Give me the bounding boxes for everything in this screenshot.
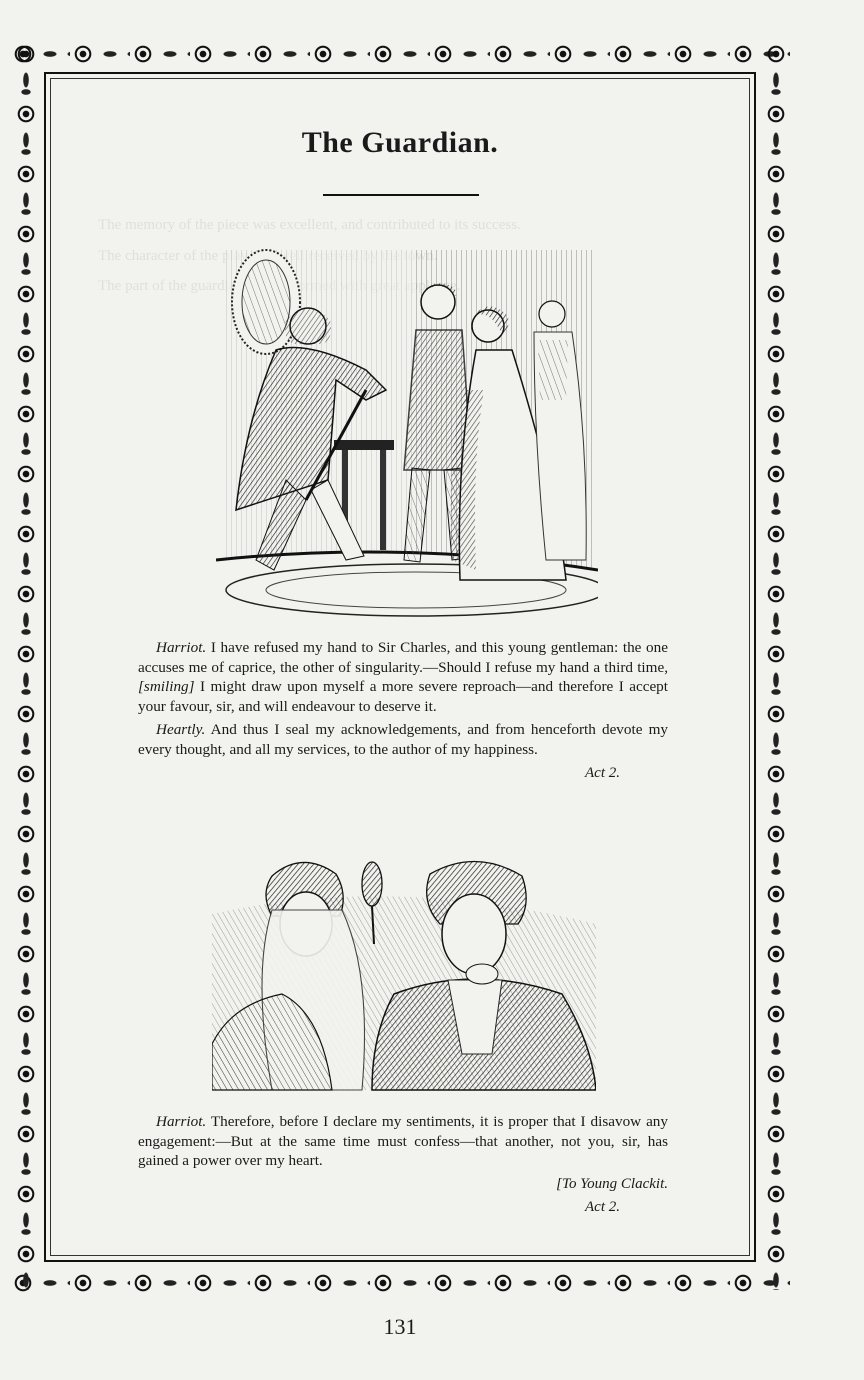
engraving-scene-2 xyxy=(212,854,596,1094)
ornamental-border-right xyxy=(762,40,790,1290)
engraving-scene-1 xyxy=(216,240,598,618)
act-reference: Act 2. xyxy=(585,1199,620,1216)
dialogue-line-harriot xyxy=(138,638,668,716)
stage-direction: [To Young Clackit. xyxy=(556,1175,668,1192)
scene-1-text xyxy=(138,638,668,783)
ornamental-border-left xyxy=(12,40,40,1290)
bleed-through-text: The memory of the piece was excellent, and contributed to its success. The character of the The part of the guardian xyxy=(98,217,521,294)
ornamental-border-top xyxy=(10,41,794,67)
speaker-name: Harriot. xyxy=(156,1113,207,1130)
speaker-name: Harriot. xyxy=(156,639,207,656)
speaker-name: Heartly. xyxy=(156,721,206,739)
dialogue-text: I might draw upon myself a more severe reproach—and therefore I accept your favour, sir, and will endeavour to deserve it. xyxy=(138,678,668,715)
page-title: The Guardian. xyxy=(301,126,499,159)
dialogue-text: And thus I seal my acknowledgements, and from henceforth devote my every thought, and all my services, to the author of my happiness. xyxy=(138,721,668,758)
dialogue-text: I have refused my hand to Sir Charles, and this young gentleman: the one accuses me of caprice, the other of singularity.—Should I refuse my hand a third time, xyxy=(138,639,668,676)
ornamental-border-bottom xyxy=(10,1270,794,1296)
scene-2-text xyxy=(138,1112,668,1218)
dialogue-line-harriot-2 xyxy=(138,1112,668,1171)
act-reference: Act 2. xyxy=(585,764,620,781)
page-number: 131 xyxy=(383,1314,417,1339)
dialogue-line-heartly xyxy=(138,720,668,759)
stage-direction: [smiling] xyxy=(138,678,195,696)
dialogue-text: Therefore, before I declare my sentiments, it is proper that I disavow any engagement:—But at the same time must confess—that another, not you, sir, has gained a power over my heart. xyxy=(138,1113,668,1170)
title-rule xyxy=(323,194,479,196)
